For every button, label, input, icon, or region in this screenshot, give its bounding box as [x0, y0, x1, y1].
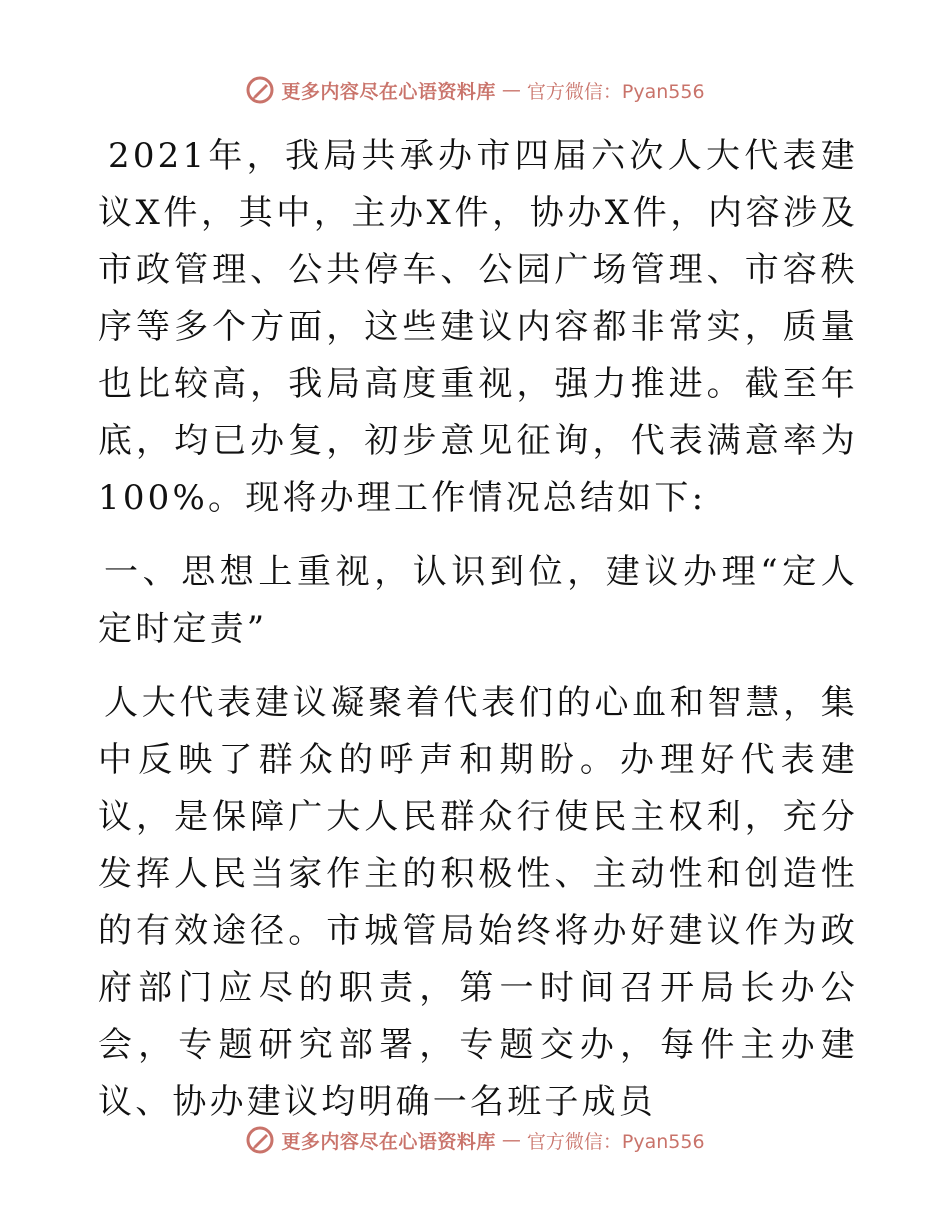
document-body: [98, 128, 858, 1131]
watermark-brand-text: 更多内容尽在心语资料库: [281, 80, 496, 103]
watermark-brand-text: 更多内容尽在心语资料库: [281, 1130, 496, 1153]
watermark-separator: —: [501, 79, 521, 101]
pen-circle-logo-icon: [245, 75, 275, 105]
pen-circle-logo-icon: [245, 1125, 275, 1155]
watermark-wechat-text: 官方微信：Pyan556: [526, 80, 705, 103]
footer-watermark: [0, 1120, 950, 1160]
watermark-wechat-text: 官方微信：Pyan556: [526, 1130, 705, 1153]
watermark-separator: —: [501, 1129, 521, 1151]
body-paragraph-1: 2021年，我局共承办市四届六次人大代表建议X件，其中，主办X件，协办X件，内容涉及市政管理、公共停车、公园广场管理、市容秩序等多个方面，这些建议内容都非常实，质量也比较高，我局高度重视，强力推进。截至年底，均已办复，初步意见征询，代表满意率为100%。现将办理工作情况总结如下:: [98, 136, 858, 518]
header-watermark: [0, 70, 950, 110]
body-paragraph-2: 人大代表建议凝聚着代表们的心血和智慧，集中反映了群众的呼声和期盼。办理好代表建议，是保障广大人民群众行使民主权利，充分发挥人民当家作主的积极性、主动性和创造性的有效途径。市城管局始终将办好建议作为政府部门应尽的职责，第一时间召开局长办公会，专题研究部署，专题交办，每件主办建议、协办建议均明确一名班子成员: [98, 683, 858, 1122]
section-heading-1: 一、思想上重视，认识到位，建议办理“定人定时定责”: [98, 552, 858, 649]
